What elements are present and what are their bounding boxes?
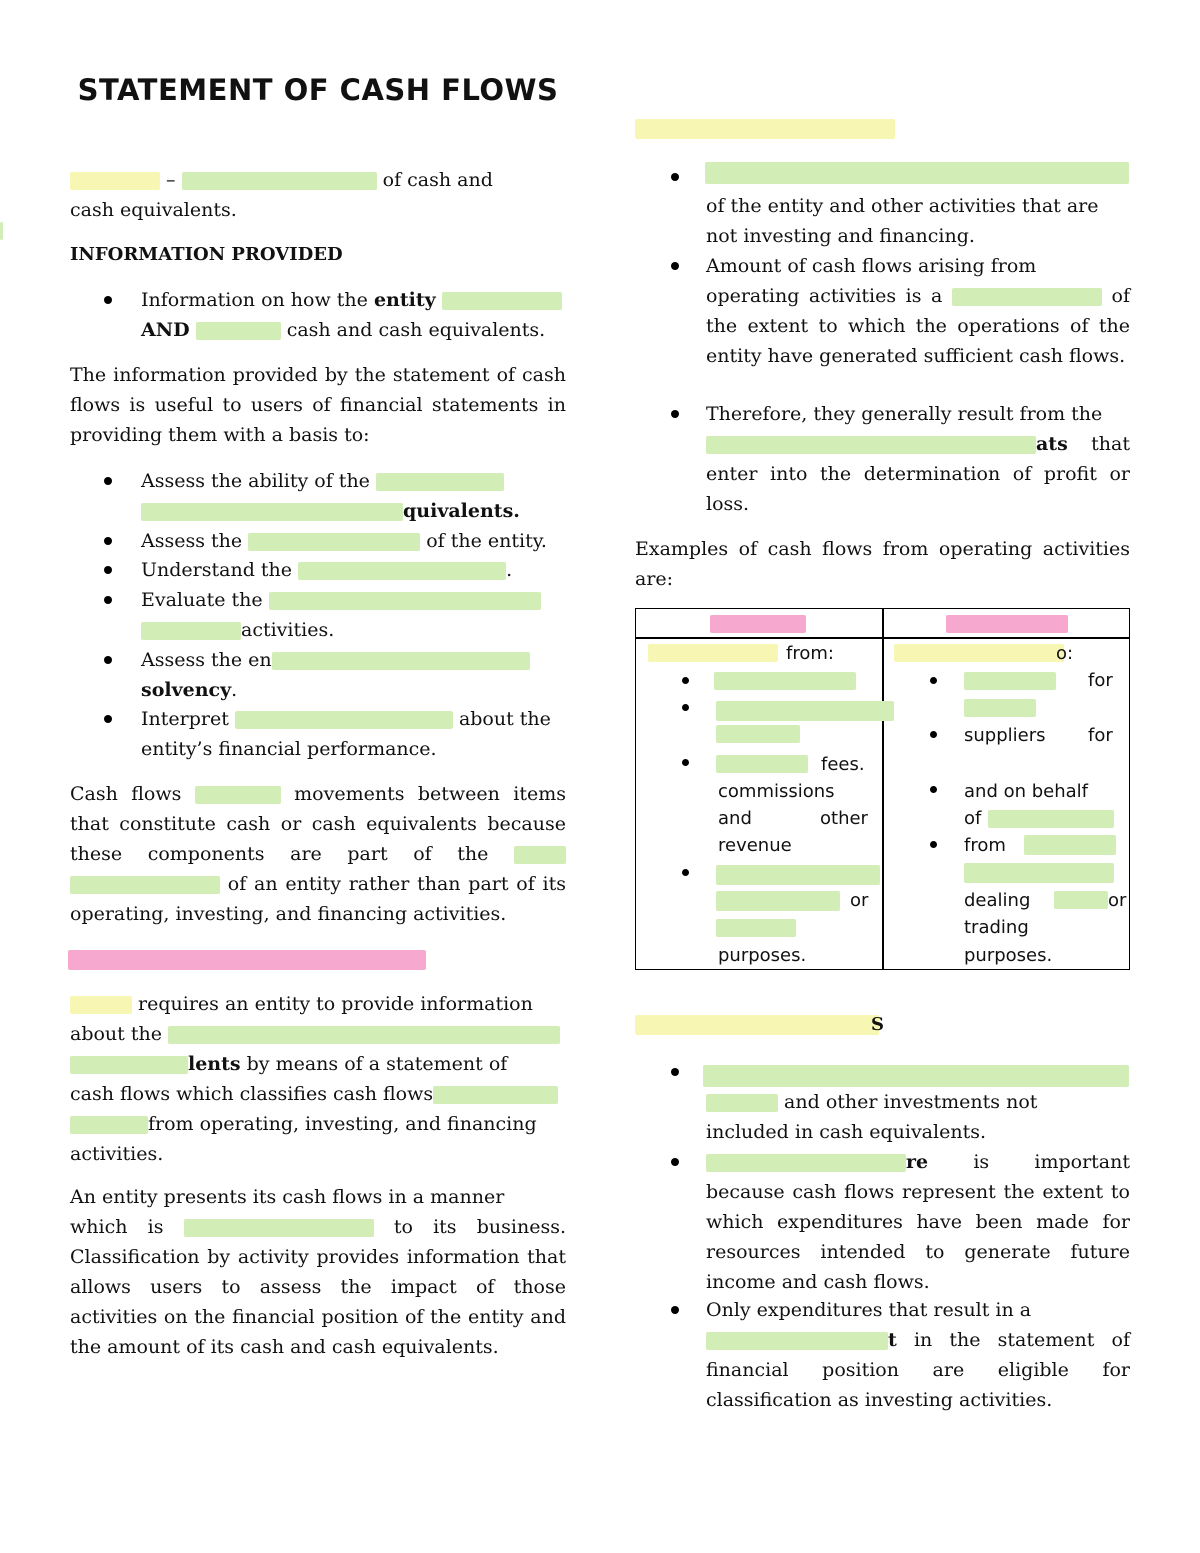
info-bullet-1 xyxy=(141,285,566,345)
highlight-block xyxy=(141,503,403,521)
para-text: An entity presents its cash flows in a manner xyxy=(70,1186,505,1208)
outflow-on-behalf: and on behalf xyxy=(964,781,1089,802)
highlight-block xyxy=(442,292,562,310)
bullet-dot xyxy=(671,173,679,181)
outflow-for-2: for xyxy=(1088,725,1113,746)
table-bullet xyxy=(682,677,689,684)
bullet-text-4: the extent to which the operations of the entity have generated sufficient cash flows. xyxy=(706,315,1130,367)
para-text-4: Classification by activity provides information that allows users to assess the impact of those activities on the financial position of the entity and the amount of its cash and cash equivalents. xyxy=(70,1246,566,1358)
inflows-header-highlight xyxy=(710,615,806,633)
para-text: requires an entity to provide information xyxy=(138,993,533,1015)
highlight-block xyxy=(706,1094,778,1112)
bullet-text: and other investments not xyxy=(784,1091,1038,1113)
table-bullet xyxy=(930,841,937,848)
highlight-block xyxy=(248,533,420,551)
para-text-2: which is xyxy=(70,1216,164,1238)
bullet-dot xyxy=(104,596,112,604)
outflow-dealing: dealing xyxy=(964,890,1031,911)
outflow-for-1: for xyxy=(1088,670,1113,691)
outflow-or: or xyxy=(1108,890,1127,911)
bullet-text: Information on how the xyxy=(141,289,368,311)
highlight-block xyxy=(70,1116,148,1134)
highlight-block xyxy=(141,622,241,640)
highlight-block xyxy=(964,863,1114,883)
bullet-text: Assess the xyxy=(141,649,243,671)
para-text-4: cash flows which classifies cash flows xyxy=(70,1083,434,1105)
cash-flows-definition: – of cash and cash equivalents. xyxy=(70,169,493,221)
bullet-text-3: enter into the determination of profit or loss. xyxy=(706,463,1130,515)
table-header-divider xyxy=(636,637,1129,639)
outflow-suppliers: suppliers xyxy=(964,725,1046,746)
definition-text-2: cash equivalents. xyxy=(70,199,237,221)
bullet-text: Evaluate the xyxy=(141,589,263,611)
inflow-other: other xyxy=(820,808,868,829)
basis-bullet-4 xyxy=(141,585,566,645)
bullet-dot xyxy=(671,1158,679,1166)
op-bullet-3 xyxy=(706,399,1130,519)
highlight-block xyxy=(70,1056,188,1074)
information-provided-heading: INFORMATION PROVIDED xyxy=(70,244,343,265)
bullet-text: of the entity and other activities that are xyxy=(706,195,1099,217)
highlight-block xyxy=(716,919,796,937)
bullet-dot xyxy=(671,1306,679,1314)
bullet-text: Only expenditures that result in a xyxy=(706,1299,1032,1321)
highlight-block xyxy=(70,172,160,190)
inv-bullet-1 xyxy=(706,1087,1130,1147)
highlight-block xyxy=(70,876,220,894)
highlight-block xyxy=(964,699,1036,717)
bullet-bold-text: entity xyxy=(373,289,436,311)
bullet-bold-text: solvency xyxy=(141,679,232,701)
highlight-block xyxy=(298,562,506,580)
basis-bullet-1 xyxy=(141,466,566,526)
highlight-block xyxy=(168,1026,560,1044)
bullet-text-3: of xyxy=(1111,285,1130,307)
para-text-5: from operating, investing, and financing xyxy=(148,1113,537,1135)
highlight-block xyxy=(716,725,800,743)
basis-bullet-5 xyxy=(141,645,566,705)
investing-heading-highlight xyxy=(635,1015,879,1035)
table-divider xyxy=(882,609,884,969)
bullet-text-2: cash and cash equivalents. xyxy=(286,319,546,341)
bullet-text-2: in the statement of xyxy=(913,1329,1130,1351)
highlight-block xyxy=(952,288,1102,306)
para-text-3: of an entity rather than part of its operating, investing, and financing activities. xyxy=(70,873,566,925)
para-text-3: to its business. xyxy=(393,1216,566,1238)
highlight-block xyxy=(703,1065,1129,1087)
bullet-bold-text: quivalents. xyxy=(403,500,520,522)
paragraph-basis: The information provided by the statement of cash flows is useful to users of financial statements in providing them with a basis to: xyxy=(70,364,566,446)
highlight-block xyxy=(269,592,541,610)
table-bullet xyxy=(682,704,689,711)
edge-highlight-mark xyxy=(0,222,3,240)
basis-bullet-2 xyxy=(141,526,566,556)
highlight-block xyxy=(716,891,840,911)
bullet-text: Amount of cash flows arising from xyxy=(706,255,1037,277)
highlight-block xyxy=(716,701,894,721)
inflows-from-label: from: xyxy=(786,643,834,664)
highlight-block xyxy=(376,473,504,491)
highlight-block xyxy=(894,644,1064,662)
inflow-revenue: revenue xyxy=(718,835,792,856)
inv-bullet-3 xyxy=(706,1295,1130,1415)
para-text: Cash flows xyxy=(70,783,182,805)
bullet-text-2: because cash flows represent the extent to which expenditures have been made for resources intended to generate future income and cash flows. xyxy=(706,1181,1130,1293)
highlight-block xyxy=(706,1154,906,1172)
highlight-block xyxy=(1024,835,1116,855)
bullet-dot xyxy=(104,477,112,485)
outflow-purposes: purposes. xyxy=(964,945,1053,966)
bullet-text-2: . xyxy=(506,559,513,581)
basis-bullet-3 xyxy=(141,555,566,585)
definition-text: of cash and xyxy=(382,169,493,191)
basis-bullet-6 xyxy=(141,704,566,764)
classification-heading-highlight xyxy=(68,950,426,970)
para-text-6: activities. xyxy=(70,1143,164,1165)
bullet-text-2: not investing and financing. xyxy=(706,225,975,247)
bullet-text: Understand the xyxy=(141,559,293,581)
para-text-2: about the xyxy=(70,1023,162,1045)
bullet-text: is important xyxy=(973,1151,1131,1173)
inflow-or: or xyxy=(850,890,869,911)
inflow-and: and xyxy=(718,808,752,829)
outflows-header-highlight xyxy=(946,615,1068,633)
op-bullet-1 xyxy=(706,191,1130,251)
outflow-from: from xyxy=(964,835,1006,856)
bullet-dot xyxy=(671,1068,679,1076)
highlight-block xyxy=(705,162,1129,184)
highlight-block xyxy=(714,672,856,690)
bullet-bold-text: re xyxy=(906,1151,929,1173)
bullet-text-2: of the entity. xyxy=(426,530,547,552)
bullet-dot xyxy=(104,656,112,664)
inv-bullet-2 xyxy=(706,1147,1130,1297)
highlight-block xyxy=(514,846,566,864)
bullet-dot xyxy=(104,296,112,304)
highlight-block xyxy=(70,996,132,1014)
bullet-text-3: . xyxy=(231,679,238,701)
highlight-block xyxy=(716,755,808,773)
bullet-bold-text: ats xyxy=(1036,433,1068,455)
highlight-block xyxy=(196,322,281,340)
para-bold-text: lents xyxy=(188,1053,241,1075)
bullet-text-2: operating activities is a xyxy=(706,285,943,307)
highlight-block xyxy=(195,786,281,804)
table-bullet xyxy=(682,869,689,876)
para-text-3: by means of a statement of xyxy=(246,1053,508,1075)
highlight-block xyxy=(716,865,880,885)
bullet-dot xyxy=(671,262,679,270)
inflow-commissions: commissions xyxy=(718,781,835,802)
highlight-block xyxy=(184,1219,374,1237)
highlight-block xyxy=(988,810,1114,828)
bullet-dot xyxy=(104,566,112,574)
highlight-block xyxy=(433,1086,558,1104)
outflow-trading: trading xyxy=(964,917,1029,938)
highlight-block xyxy=(235,711,453,729)
highlight-block xyxy=(648,644,778,662)
highlight-block xyxy=(272,652,530,670)
bullet-bold-text: t xyxy=(888,1329,897,1351)
page-title: STATEMENT OF CASH FLOWS xyxy=(77,73,559,107)
bullet-text: Therefore, they generally result from the xyxy=(706,403,1103,425)
bullet-dot xyxy=(671,410,679,418)
paragraph-cash-flows-exclude xyxy=(70,779,566,929)
para-text-2: movements between items that constitute cash or cash equivalents because these components are part of the xyxy=(70,783,566,865)
highlight-block xyxy=(182,172,377,190)
highlight-block xyxy=(706,436,1036,454)
bullet-dot xyxy=(104,537,112,545)
bullet-text-2: activities. xyxy=(241,619,335,641)
highlight-block xyxy=(706,1332,888,1350)
table-bullet xyxy=(930,731,937,738)
table-bullet xyxy=(930,786,937,793)
investing-heading-tail: S xyxy=(871,1014,884,1035)
highlight-block xyxy=(964,672,1056,690)
paragraph-manner xyxy=(70,1182,566,1362)
inflow-fees: fees. xyxy=(821,754,865,775)
bullet-text-2: that xyxy=(1091,433,1130,455)
bullet-text-3: financial position are eligible for classification as investing activities. xyxy=(706,1359,1130,1411)
op-bullet-2 xyxy=(706,251,1130,371)
table-bullet xyxy=(682,759,689,766)
operating-examples-table xyxy=(635,608,1130,970)
bullet-text: Assess the xyxy=(141,530,243,552)
table-bullet xyxy=(930,677,937,684)
bullet-text-3: entity’s financial performance. xyxy=(141,738,437,760)
bullet-text-2: en xyxy=(248,649,272,671)
bullet-bold-text-2: AND xyxy=(141,319,190,341)
bullet-text-2: included in cash equivalents. xyxy=(706,1121,986,1143)
examples-paragraph: Examples of cash flows from operating activities are: xyxy=(635,538,1130,590)
operating-heading-highlight xyxy=(635,119,895,139)
bullet-text: Interpret xyxy=(141,708,229,730)
outflows-to-label: o: xyxy=(1056,643,1074,664)
inflow-purposes: purposes. xyxy=(718,945,807,966)
bullet-text: Assess the ability of the xyxy=(141,470,370,492)
outflow-of: of xyxy=(964,808,982,829)
bullet-dot xyxy=(104,715,112,723)
bullet-text-2: about the xyxy=(458,708,551,730)
paragraph-requires xyxy=(70,989,566,1169)
highlight-block xyxy=(1054,891,1108,909)
